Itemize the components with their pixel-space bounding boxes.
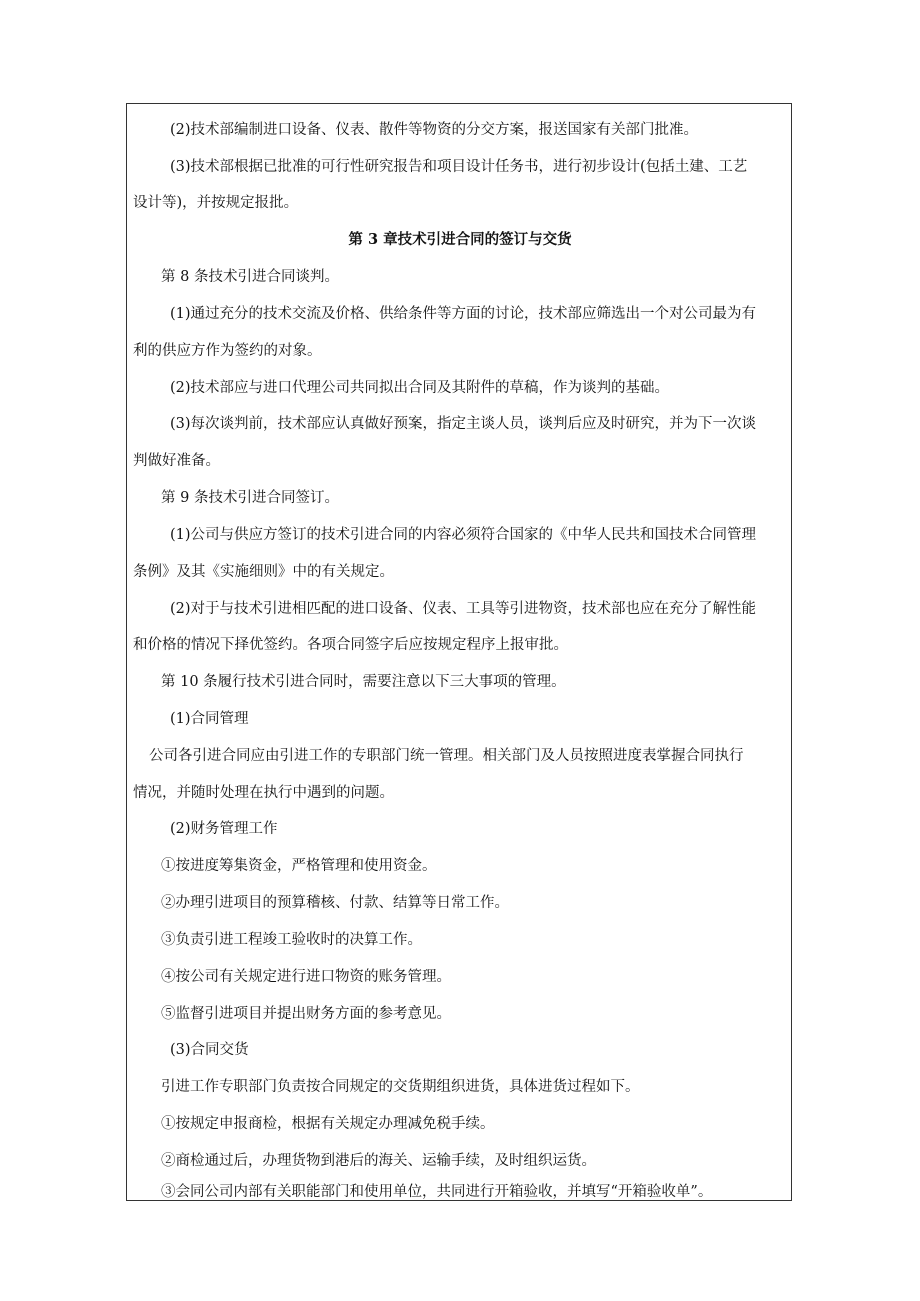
sub-heading: (1)合同管理 [170,711,249,727]
article-heading: 第 10 条履行技术引进合同时，需要注意以下三大事项的管理。 [161,674,566,690]
paragraph-line: 条例》及其《实施细则》中的有关规定。 [133,564,394,580]
paragraph-line: (3)每次谈判前，技术部应认真做好预案，指定主谈人员，谈判后应及时研究，并为下一次谈 [170,416,757,432]
paragraph-line: 利的供应方作为签约的对象。 [133,343,322,359]
paragraph-line: (2)对于与技术引进相匹配的进口设备、仪表、工具等引进物资，技术部也应在充分了解性能 [170,601,757,617]
paragraph-line: (1)公司与供应方签订的技术引进合同的内容必须符合国家的《中华人民共和国技术合同管理 [170,527,757,543]
paragraph-line: 情况，并随时处理在执行中遇到的问题。 [133,785,394,801]
sub-heading: (2)财务管理工作 [170,821,278,837]
list-item: ②办理引进项目的预算稽核、付款、结算等日常工作。 [161,895,509,911]
list-item: ④按公司有关规定进行进口物资的账务管理。 [161,969,451,985]
article-heading: 第 9 条技术引进合同签订。 [161,490,339,506]
paragraph-line: (2)技术部应与进口代理公司共同拟出合同及其附件的草稿，作为谈判的基础。 [170,380,670,396]
paragraph-line: 判做好准备。 [133,453,220,469]
article-heading: 第 8 条技术引进合同谈判。 [161,269,339,285]
paragraph-line: 公司各引进合同应由引进工作的专职部门统一管理。相关部门及人员按照进度表掌握合同执行 [149,748,744,764]
paragraph-line: (3)技术部根据已批准的可行性研究报告和项目设计任务书，进行初步设计(包括土建、工艺 [170,159,748,175]
list-item: ⑤监督引进项目并提出财务方面的参考意见。 [161,1006,451,1022]
chapter-title: 第 3 章技术引进合同的签订与交货 [348,231,572,248]
list-item: ③负责引进工程竣工验收时的决算工作。 [161,932,422,948]
paragraph-line: (1)通过充分的技术交流及价格、供给条件等方面的讨论，技术部应筛选出一个对公司最为有 [170,306,757,322]
paragraph-line: 引进工作专职部门负责按合同规定的交货期组织进货，具体进货过程如下。 [161,1079,640,1095]
document-frame [126,103,792,1201]
sub-heading: (3)合同交货 [170,1042,249,1058]
paragraph-line: 设计等)，并按规定报批。 [133,195,299,211]
list-item: ③会同公司内部有关职能部门和使用单位，共同进行开箱验收，并填写“开箱验收单”。 [161,1184,713,1200]
paragraph-line: (2)技术部编制进口设备、仪表、散件等物资的分交方案，报送国家有关部门批准。 [170,122,699,138]
paragraph-line: 和价格的情况下择优签约。各项合同签字后应按规定程序上报审批。 [133,637,568,653]
list-item: ②商检通过后，办理货物到港后的海关、运输手续，及时组织运货。 [161,1153,596,1169]
list-item: ①按进度筹集资金，严格管理和使用资金。 [161,858,437,874]
list-item: ①按规定申报商检，根据有关规定办理减免税手续。 [161,1116,495,1132]
